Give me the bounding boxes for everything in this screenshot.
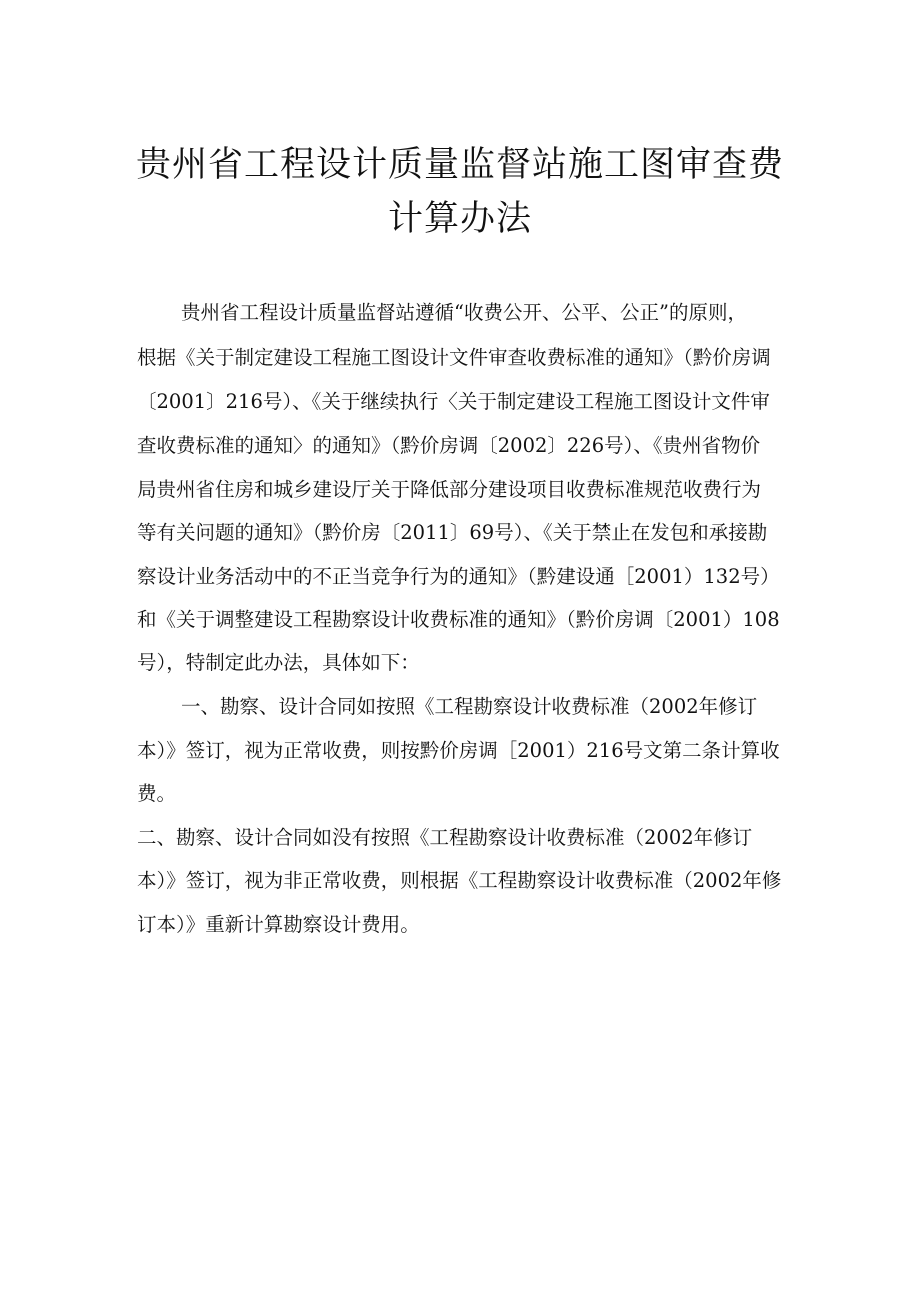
item-one-line-3: 费。: [137, 782, 177, 805]
intro-line-6: 等有关问题的通知》（黔价房〔2011〕69号）、《关于禁止在发包和承接勘: [137, 521, 768, 544]
item-one-line-2: 本）》签订，视为正常收费，则按黔价房调［2001）216号文第二条计算收: [137, 739, 780, 762]
item-two-line-3: 订本）》重新计算勘察设计费用。: [137, 913, 420, 936]
intro-line-8: 和《关于调整建设工程勘察设计收费标准的通知》（黔价房调〔2001）108: [137, 608, 780, 631]
intro-line-7: 察设计业务活动中的不正当竞争行为的通知》（黔建设通［2001）132号）: [137, 565, 780, 588]
intro-line-3: 〔2001〕216号）、《关于继续执行〈关于制定建设工程施工图设计文件审: [137, 390, 770, 413]
item-two-line-1: 二、勘察、设计合同如没有按照《工程勘察设计收费标准（2002年修订: [137, 826, 753, 849]
intro-line-1: 贵州省工程设计质量监督站遵循“收费公开、公平、公正”的原则，: [181, 301, 747, 324]
intro-line-2: 根据《关于制定建设工程施工图设计文件审查收费标准的通知》（黔价房调: [137, 346, 771, 369]
document-title-line-2: 计算办法: [387, 199, 532, 239]
intro-line-4: 查收费标准的通知〉的通知》（黔价房调〔2002〕226号）、《贵州省物价: [137, 434, 761, 457]
intro-line-9: 号），特制定此办法，具体如下：: [137, 651, 420, 674]
intro-line-5: 局贵州省住房和城乡建设厅关于降低部分建设项目收费标准规范收费行为: [137, 478, 762, 501]
item-two-line-2: 本）》签订，视为非正常收费，则根据《工程勘察设计收费标准（2002年修: [137, 869, 782, 892]
document-title-line-1: 贵州省工程设计质量监督站施工图审查费: [135, 145, 784, 185]
item-one-line-1: 一、勘察、设计合同如按照《工程勘察设计收费标准（2002年修订: [181, 695, 758, 718]
